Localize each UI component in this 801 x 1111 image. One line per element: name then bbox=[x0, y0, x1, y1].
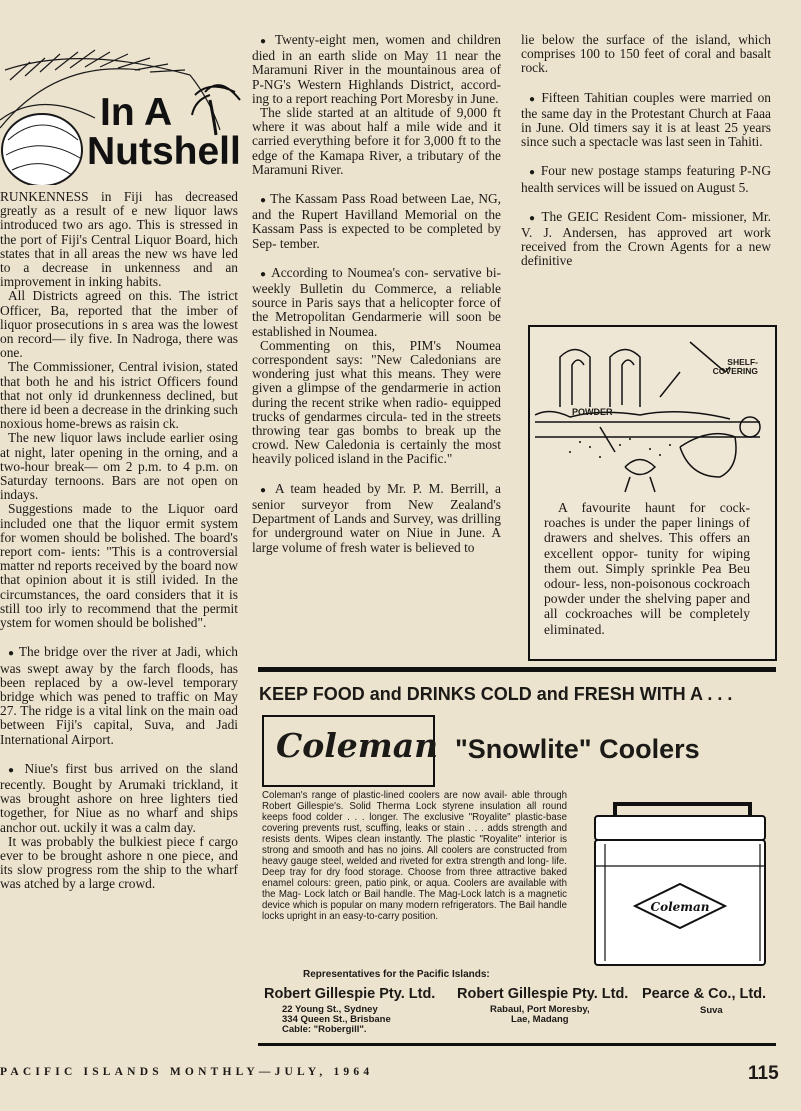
col3-news-item: ● Fifteen Tahitian couples were married on the same day in the Protestant Church at Faaa in June. Old timers say it is at least 25 years since such a spectacle was last seen in Tahiti. bbox=[521, 91, 771, 150]
rep-3-address: Suva bbox=[700, 1005, 723, 1016]
in-a-nutshell-logo bbox=[0, 40, 250, 185]
col1-paragraph: All Districts agreed on this. The istrict Officer, Ba, reported that the imber of liquor prosecutions in s area was the lowest on record— ily five. In Nadroga, there was one. bbox=[0, 288, 238, 361]
rep-1-name: Robert Gillespie Pty. Ltd. bbox=[264, 986, 436, 1002]
col3-news-item: ● Four new postage stamps featuring P-NG health services will be issued on August 5. bbox=[521, 164, 771, 194]
col1-paragraph: The Commissioner, Central ivision, stated that both he and his istrict Officers found that not only id drunkenness declined, but there id been a decrease in the drinking such noxious home-brews as raisin ck. bbox=[0, 359, 238, 432]
col1-paragraph: The new liquor laws include earlier osing at night, later opening in the orning, and a two-hour break— om 2 p.m. to 4 p.m. on Saturday ternoons. Bars are not open on indays. bbox=[0, 430, 238, 503]
rep-2-address: Rabaul, Port Moresby, Lae, Madang bbox=[490, 1004, 590, 1025]
col2-news-item: ● Twenty-eight men, women and children died in an earth slide on May 11 near the Maramuni River in the mountainous area of P-NG's Western Highlands District, accord- ing to a report reaching Port Moresby in June. bbox=[252, 33, 501, 106]
footer-publication: PACIFIC ISLANDS MONTHLY—JULY, 1964 bbox=[0, 1066, 374, 1078]
shelf-covering-label: SHELF-COVERING bbox=[712, 357, 758, 376]
coleman-product-name: "Snowlite" Coolers bbox=[455, 734, 700, 764]
page-number: 115 bbox=[748, 1063, 779, 1084]
coleman-brand: Coleman bbox=[276, 726, 439, 765]
column-1 bbox=[0, 190, 238, 892]
pea-beu-ad-text: A favourite haunt for cock- roaches is under the paper linings of drawers and shelves. This offers an excellent oppor- tunity for wiping them out. Simply sprinkle Pea Beu odour- less, non-poisonous cockroach powder under the shelving paper and all cockroaches will be completely eliminated. bbox=[544, 500, 750, 637]
col1-news-item: ● The bridge over the river at Jadi, which was swept away by the farch floods, has been replaced by a ow-level temporary bridge which was pened to traffic on May 27. The ridge is a vital link on the main oad between Fiji's capital, Suva, and Jadi International Airport. bbox=[0, 645, 238, 746]
shelf-illustration bbox=[530, 327, 775, 497]
rep-3-name: Pearce & Co., Ltd. bbox=[642, 986, 767, 1002]
coleman-logo-box bbox=[262, 715, 439, 787]
col2-news-item: The slide started at an altitude of 9,000 ft where it was about half a mile wide and it carried everything before it for 3,000 ft to the edge of the Kamapa River, a tributary of the Maramuni River. bbox=[252, 105, 501, 177]
logo-title-line1: In A bbox=[100, 91, 173, 134]
col2-news-item: Commenting on this, PIM's Noumea correspondent says: "New Caledonians are wondering just what this means. They were given a glimpse of the gendarmerie in action during the recent strike when radio- equipped trucks of gendarmes circula- ted in the streets throwing tear gas bombs to break up the crowd. New Caledonia is certainly the most heavily policed island in the Pacific." bbox=[252, 337, 501, 467]
col2-news-item: ● According to Noumea's con- servative bi-weekly Bulletin du Commerce, a reliable source in Paris says that a helicopter force of the Metropolitan Gendarmerie will soon be established in Noumea. bbox=[252, 266, 501, 339]
rep-1-address: 22 Young St., Sydney 334 Queen St., Brisbane Cable: "Robergill". bbox=[282, 1004, 391, 1035]
ad-bottom-rule bbox=[258, 1043, 776, 1046]
col2-news-item: ● The Kassam Pass Road between Lae, NG, and the Rupert Havilland Memorial on the Kassam Pass is expected to be completed by Sep- tember. bbox=[252, 192, 501, 251]
rep-2-name: Robert Gillespie Pty. Ltd. bbox=[457, 986, 629, 1002]
powder-label: POWDER bbox=[572, 407, 613, 417]
col1-news-item: ● Niue's first bus arrived on the sland recently. Bought by Arumaki trickland, it was brought ashore on hree lighters tied together, for Niue as no wharf and ships anchor out. uckily it was a calm day. bbox=[0, 762, 238, 835]
col3-news-item: lie below the surface of the island, which comprises 100 to 150 feet of coral and basalt rock. bbox=[521, 32, 771, 76]
col2-news-item: ● A team headed by Mr. P. M. Berrill, a senior surveyor from New Zealand's Department of Lands and Survey, was drilling for underground water on Niue in June. A large volume of fresh water is believed to bbox=[252, 482, 501, 555]
col3-news-item: ● The GEIC Resident Com- missioner, Mr. V. J. Andersen, has approved art work received from the Crown Agents for a new definitive bbox=[521, 210, 771, 269]
col1-paragraph: RUNKENNESS in Fiji has decreased greatly as a result of e new liquor laws introduced two ars ago. This is stressed in the port of Fiji's Central Liquor Board, hich states that in all areas the new ws have led to a decrease in unkenness and an improvement in inking habits. bbox=[0, 189, 238, 290]
col1-paragraph: Suggestions made to the Liquor oard included one that the liquor ermit system for women should be bolished. The board's report com- ients: "This is a controversial matter nd reports received by the board now that opinion about it is still ivided. In the circumstances, the oard considers that it is still too irly to recommend that the permit ystem for women should be bolished". bbox=[0, 501, 238, 631]
cooler-icon bbox=[585, 796, 775, 971]
svg-text:Coleman: Coleman bbox=[650, 900, 710, 914]
column-2 bbox=[252, 33, 501, 555]
coleman-ad-body: Coleman's range of plastic-lined coolers are now avail- able through Robert Gillespie's. Solid Therma Lock styrene insulation all round keeps food colder . . . longer. The exclusive "Royalite" plastic-base covering prevents rust, scuffing, leaks or stain . . . adds strength and resists dents. Wipes clean instantly. The plastic "Royalite" interior is strong and smooth and has no joins. All coolers are constructed from heavy gauge steel, welded and riveted for extra strength and long- life. Deep tray for dry food storage. Choose from three attractive baked enamel colours: green, patio pink, or aqua. Coolers are available with the Mag- Lock latch or Bail handle. The Mag-Lock latch is a magnetic device which is popular on many modern refrigerators. The Bail handle locks upright in an easy-to-carry position. bbox=[262, 790, 567, 922]
ad-top-rule bbox=[258, 667, 776, 672]
logo-title-line2: Nutshell bbox=[87, 130, 241, 173]
coleman-headline: KEEP FOOD and DRINKS COLD and FRESH WITH A . . . bbox=[259, 684, 733, 704]
col1-news-item: It was probably the bulkiest piece f cargo ever to be brought ashore n one piece, and its slow progress rom the ship to the wharf was atched by a large crowd. bbox=[0, 833, 238, 892]
representatives-label: Representatives for the Pacific Islands: bbox=[303, 969, 490, 980]
pea-beu-advertisement bbox=[528, 325, 777, 661]
column-3 bbox=[521, 33, 771, 269]
